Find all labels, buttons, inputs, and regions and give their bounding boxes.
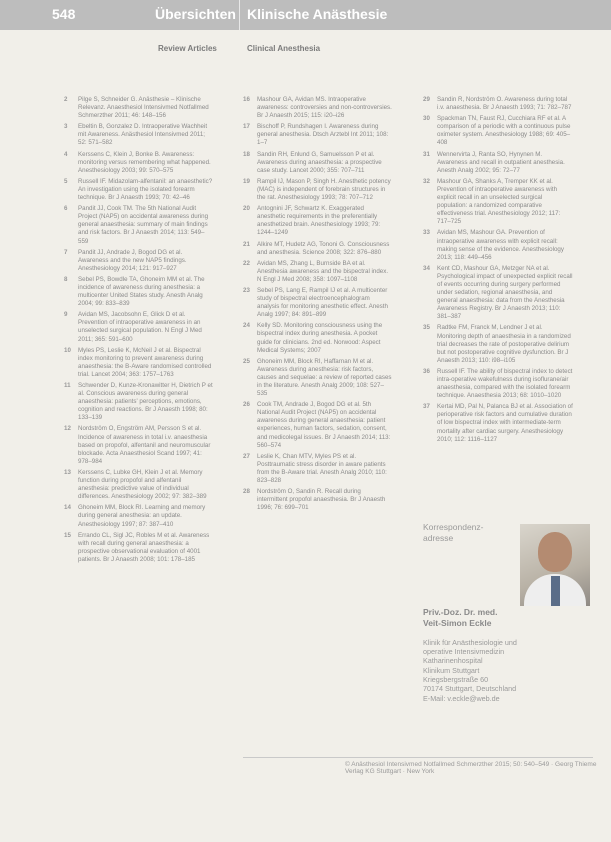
reference-item (243, 488, 393, 512)
reference-item (423, 115, 573, 147)
reference-text: Avidan MS, Zhang L, Burnside BA et al. Anesthesia awareness and the bispectral index. N Engl J Med 2008; 358: 1097–1108 (257, 259, 389, 283)
reference-number: 21 (243, 240, 250, 248)
reference-text: Myles PS, Leslie K, McNeil J et al. Bispectral index monitoring to prevent awareness during anaesthesia: the B-Aware randomised controlled trial. Lancet 2004; 363: 1757–1763 (78, 346, 212, 378)
reference-text: Leslie K, Chan MTV, Myles PS et al. Posttraumatic stress disorder in aware patients from the B-Aware trial. Anesth Analg 2010; 110: 823–828 (257, 452, 387, 485)
reference-number: 36 (423, 367, 430, 375)
reference-number: 23 (243, 286, 250, 294)
reference-text: Alkire MT, Hudetz AG, Tononi G. Consciousness and anesthesia. Science 2008; 322: 876–880 (257, 240, 390, 256)
reference-text: Sandin RH, Enlund G, Samuelsson P et al. Awareness during anaesthesia: a prospective case study. Lancet 2000; 355: 707–711 (257, 150, 382, 174)
reference-text: Pandit JJ, Andrade J, Bogod DG et al. Awareness and the new NAP5 findings. Anesthesiology 2014; 121: 917–927 (78, 248, 187, 272)
reference-item (243, 205, 393, 237)
reference-item (64, 96, 214, 120)
reference-number: 34 (423, 264, 430, 272)
reference-text: Kertai MD, Pal N, Palanca BJ et al. Association of perioperative risk factors and cumulative duration of low bispectral index with intermediate-term mortality after cardiac surgery. Anesthesiology 2010; 112: 1116–1127 (437, 403, 573, 443)
reference-text: Ghoneim MM, Block RI, Haffarnan M et al. Awareness during anesthesia: risk factors, causes and sequelae: a review of reported cases in the literature. Anesth Analg 2009; 108: 527–535 (257, 357, 392, 398)
reference-number: 18 (243, 150, 250, 158)
reference-text: Mashour GA, Shanks A, Tremper KK et al. Prevention of intraoperative awareness with explicit recall in an unselected surgical population: a randomized comparative effectiveness trial. Anesthesiology 2012; 117: 717–725 (437, 177, 561, 226)
author-address (423, 638, 593, 703)
reference-number: 24 (243, 322, 250, 330)
address-line: Kriegsbergstraße 60 (423, 674, 489, 684)
author-name (423, 607, 497, 629)
reference-item (64, 504, 214, 528)
reference-item (64, 276, 214, 308)
reference-number: 14 (64, 504, 71, 512)
reference-text: Radtke FM, Franck M, Lendner J et al. Monitoring depth of anaesthesia in a randomized trial decreases the rate of postoperative delirium but not postoperative cognitive dysfunction. Br J Anaesth 2013; 110: i98–i105 (437, 324, 571, 364)
reference-number: 15 (64, 531, 71, 539)
reference-text: Avidan MS, Mashour GA. Prevention of intraoperative awareness with explicit recall: making sense of the evidence. Anesthesiology 2013; 118: 449–456 (437, 229, 564, 261)
reference-number: 31 (423, 150, 430, 158)
reference-text: Bischoff P, Rundshagen I. Awareness during general anesthesia. Dtsch Arztebl Int 2011; 108: 1–7 (257, 123, 389, 147)
reference-item (423, 403, 573, 443)
page-number: 548 (52, 6, 76, 22)
address-line: Katharinenhospital (423, 656, 483, 666)
author-full-name: Veit-Simon Eckle (423, 618, 492, 628)
reference-item (423, 151, 573, 175)
reference-number: 8 (64, 275, 68, 283)
address-line: 70174 Stuttgart, Deutschland (423, 684, 517, 694)
reference-text: Rampil IJ, Mason P, Singh H. Anesthetic potency (MAC) is independent of forebrain structures in the rat. Anesthesiology 1993; 78: 707–712 (257, 177, 391, 202)
address-line: operative Intensivmedizin (423, 647, 505, 657)
reference-item (243, 401, 393, 450)
reference-number: 20 (243, 205, 250, 213)
section-title-english: Klinische Anästhesie (247, 6, 388, 22)
reference-text: Antognini JF, Schwartz K. Exaggerated anesthetic requirements in the preferentially anesthetized brain. Anesthesiology 1993; 79: 1244–1249 (257, 205, 381, 237)
reference-number: 19 (243, 177, 250, 185)
reference-item (64, 425, 214, 465)
reference-text: Sebel PS, Lang E, Rampil IJ et al. A multicenter study of bispectral electroencephalogram analysis for monitoring anesthetic effect. Anesth Analg 1997; 84: 891–899 (257, 286, 388, 319)
author-photo (520, 524, 590, 606)
author-title: Priv.-Doz. Dr. med. (423, 607, 498, 617)
reference-number: 12 (64, 425, 71, 433)
reference-text: Sebel PS, Bowdle TA, Ghoneim MM et al. The incidence of awareness during anesthesia: a multicenter United States study. Anesth Analg 2004; 99: 833–839 (78, 275, 205, 308)
header-bar (0, 0, 611, 30)
reference-number: 9 (64, 311, 68, 319)
reference-text: Schwender D, Kunze-Kronawitter H, Dietrich P et al. Conscious awareness during general anaesthesia: patients' perceptions, emotions, cognition and reactions. Br J Anaesth 1998; 80: 133–139 (78, 382, 213, 422)
reference-item (243, 453, 393, 485)
reference-text: Ebeltin B, Gonzalez D. Intraoperative Wachheit mit Awareness. Anästhesiol Intensivmed 2011; 52: 571–582 (78, 123, 208, 147)
reference-item (243, 287, 393, 319)
reference-item (243, 96, 393, 120)
reference-text: Pandit JJ, Cook TM. The 5th National Audit Project (NAP5) on accidental awareness during general anaesthesia: summary of main findings and risk factors. Br J Anaesth 2014; 113: 549–559 (78, 205, 209, 245)
address-line: Klinik für Anästhesiologie und (423, 638, 517, 647)
reference-number: 16 (243, 96, 250, 103)
reference-number: 4 (64, 150, 68, 158)
subsection-english-category: Clinical Anesthesia (247, 44, 321, 53)
reference-item (243, 123, 393, 147)
reference-text: Spackman TN, Faust RJ, Cucchiara RF et al. A comparison of a periodic with a continuous pulse oximeter system. Anesthesiology 1988; 69: 405–408 (437, 115, 571, 147)
reference-number: 13 (64, 468, 71, 476)
reference-item (243, 151, 393, 175)
reference-number: 25 (243, 357, 250, 365)
footer-citation: © Anästhesiol Intensivmed Notfallmed Schmerzther 2015; 50: 540–549 · Georg Thieme Verlag KG Stuttgart · New York (345, 761, 597, 775)
reference-item (64, 311, 214, 343)
reference-number: 5 (64, 177, 68, 185)
reference-item (423, 324, 573, 364)
reference-number: 26 (243, 401, 250, 409)
reference-text: Kent CD, Mashour GA, Metzger NA et al. Psychological impact of unexpected explicit recall of events occurring during surgery performed under sedation, regional anaesthesia, and general anaesthesia: data from the Anesthesia Awareness Registry. Br J Anaesth 2013; 110: 381–387 (437, 264, 573, 321)
reference-item (64, 249, 214, 273)
reference-item (423, 368, 573, 400)
footer-rule (243, 757, 593, 758)
reference-text: Cook TM, Andrade J, Bogod DG et al. 5th National Audit Project (NAP5) on accidental awareness during general anaesthesia: patient experiences, human factors, sedation, consent, and medicolegal issues. Br J Anaesth 2014; 113: 560–574 (257, 401, 391, 449)
section-title-german: Übersichten (155, 6, 236, 22)
reference-column-1 (64, 96, 214, 567)
correspondence-box (423, 522, 593, 732)
correspondence-heading (423, 522, 503, 544)
reference-text: Kerssens C, Lubke GH, Klein J et al. Memory function during propofol and alfentanil anesthesia: predictive value of individual differences. Anesthesiology 2002; 97: 382–389 (78, 468, 207, 501)
email-link[interactable]: E-Mail: v.eckle@web.de (423, 694, 500, 704)
reference-text: Russell IF. Midazolam-alfentanil: an anaesthetic? An investigation using the isolated forearm technique. Br J Anaesth 1993; 70: 42–46 (78, 177, 213, 202)
correspondence-heading-line: Korrespondenz- (423, 522, 484, 532)
reference-item (243, 260, 393, 284)
reference-number: 10 (64, 346, 71, 354)
reference-item (423, 178, 573, 227)
reference-number: 30 (423, 115, 430, 123)
reference-column-2 (243, 96, 393, 515)
reference-number: 35 (423, 324, 430, 332)
correspondence-heading-line: adresse (423, 533, 454, 543)
reference-item (64, 382, 214, 422)
reference-text: Nordström O, Sandin R. Recall during intermittent propofol anaesthesia. Br J Anaesth 1996; 76: 699–701 (257, 488, 386, 512)
reference-number: 6 (64, 205, 68, 213)
reference-number: 37 (423, 403, 430, 411)
reference-item (243, 322, 393, 354)
reference-text: Kelly SD. Monitoring consciousness using the bispectral index during anesthesia. A pocket guide for clinicians. 2nd ed. Norwood: Aspect Medical Systems; 2007 (257, 322, 383, 354)
reference-number: 22 (243, 259, 250, 267)
reference-item (64, 205, 214, 245)
reference-number: 27 (243, 452, 250, 460)
reference-item (243, 241, 393, 257)
reference-item (64, 532, 214, 564)
reference-text: Errando CL, Sigl JC, Robles M et al. Awareness with recall during general anaesthesia: a prospective observational evaluation of 4001 patients. Br J Anaesth 2008; 101: 178–185 (78, 531, 210, 563)
reference-number: 7 (64, 248, 68, 256)
reference-item (423, 96, 573, 112)
reference-text: Kerssens C, Klein J, Bonke B. Awareness: monitoring versus remembering what happened. Anesthesiology 2003; 99: 570–575 (78, 150, 211, 174)
reference-number: 33 (423, 229, 430, 237)
reference-number: 3 (64, 123, 68, 131)
reference-text: Mashour GA, Avidan MS. Intraoperative awareness: controversies and non-controversies. Br J Anaesth 2015; 115: i20–i26 (257, 96, 392, 120)
reference-item (423, 229, 573, 261)
reference-item (243, 358, 393, 398)
reference-text: Wennervirta J, Ranta SO, Hynynen M. Awareness and recall in outpatient anesthesia. Anesth Analg 2002; 95: 72–77 (437, 150, 565, 174)
subsection-english-label: Review Articles (158, 44, 217, 53)
reference-text: Russell IF. The ability of bispectral index to detect intra-operative wakefulness during isoflurane/air anaesthesia, compared with the isolated forearm technique. Anaesthesia 2013; 68: 1010–1020 (437, 367, 573, 400)
reference-item (64, 151, 214, 175)
address-line: Klinikum Stuttgart (423, 665, 480, 675)
reference-text: Pilge S, Schneider G. Anästhesie – Klinische Relevanz. Anaesthesiol Intensivmed Notfallmed Schmerzther 2011; 46: 148–156 (78, 96, 209, 120)
reference-text: Nordström O, Engström AM, Persson S et al. Incidence of awareness in total i.v. anaesthesia based on propofol, alfentanil and neuromuscular blockade. Acta Anaesthesiol Scand 1997; 41: 978–984 (78, 425, 211, 465)
reference-item (64, 178, 214, 202)
reference-column-3 (423, 96, 573, 447)
reference-item (64, 347, 214, 379)
reference-number: 17 (243, 123, 250, 131)
reference-number: 11 (64, 382, 71, 389)
reference-number: 28 (243, 488, 250, 496)
reference-text: Sandin R, Nordström O. Awareness during total i.v. anaesthesia. Br J Anaesth 1993; 71: 782–787 (437, 96, 572, 112)
reference-item (64, 469, 214, 501)
reference-item (423, 265, 573, 322)
reference-number: 32 (423, 177, 430, 185)
header-divider (239, 0, 240, 30)
reference-item (64, 123, 214, 147)
reference-item (243, 178, 393, 202)
reference-number: 2 (64, 96, 68, 103)
reference-text: Ghoneim MM, Block RI. Learning and memory during general anesthesia: an update. Anesthesiology 1997; 87: 387–410 (78, 504, 206, 528)
reference-text: Avidan MS, Jacobsohn E, Glick D et al. Prevention of intraoperative awareness in an unselected surgical population. N Engl J Med 2011; 365: 591–600 (78, 311, 202, 343)
reference-number: 29 (423, 96, 430, 103)
